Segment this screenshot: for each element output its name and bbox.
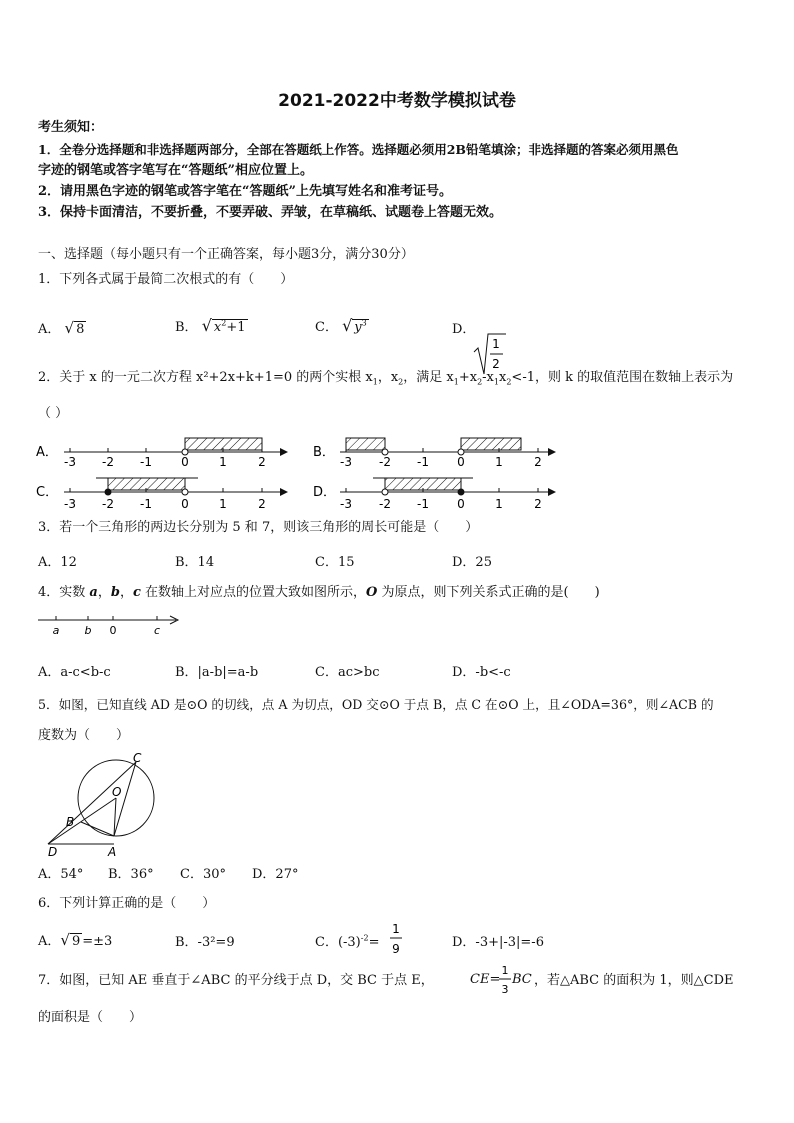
- sqrt-icon: √: [342, 316, 353, 335]
- q4-label-c: c: [153, 624, 161, 637]
- arrow-icon: [280, 488, 288, 496]
- q5-label-c: C: [133, 751, 142, 765]
- tick-label: 0: [457, 497, 465, 511]
- arrow-icon: [548, 488, 556, 496]
- q4-stem-part: ，: [119, 585, 133, 600]
- q4-var: O: [366, 585, 378, 600]
- q2-label-a: A．: [36, 445, 58, 460]
- section-heading: 一、选择题（每小题只有一个正确答案，每小题3分，满分30分）: [38, 247, 414, 262]
- tick-label: -1: [140, 497, 152, 511]
- tick-label: -3: [64, 497, 76, 511]
- q4-label-zero: 0: [109, 624, 117, 637]
- q3-stem: 3．若一个三角形的两边长分别为 5 和 7，则该三角形的周长可能是（ ）: [38, 520, 479, 535]
- q4-stem-part: 在数轴上对应点的位置大致如图所示，: [140, 585, 367, 600]
- tick-label: 2: [258, 497, 266, 511]
- q2-number-lines: [30, 428, 570, 516]
- q1-stem: 1．下列各式属于最简二次根式的有（ ）: [38, 272, 294, 287]
- q5-chord-ca: [114, 762, 136, 836]
- notice-item-1-cont: 字迹的钢笔或答字笔写在“答题纸”相应位置上。: [38, 163, 313, 178]
- q7-stem-tail: ，若△ABC 的面积为 1，则△CDE: [534, 973, 734, 988]
- tick-label: -1: [140, 455, 152, 469]
- q5-option-a: A．54°: [38, 867, 84, 882]
- q1-d-numerator: 1: [492, 337, 500, 351]
- q1-b-radicand: x: [213, 320, 222, 335]
- q6-c-head: C．(-3): [315, 935, 361, 950]
- q7-numerator: 1: [501, 964, 509, 977]
- tick-label: -1: [417, 497, 429, 511]
- tick-label: -3: [64, 455, 76, 469]
- arrow-icon: [548, 448, 556, 456]
- q4-stem-part: 4．实数: [38, 585, 90, 600]
- q6-option-d: D．-3+|-3|=-6: [452, 935, 544, 950]
- tick-label: 0: [181, 455, 189, 469]
- q5-option-b: B．36°: [108, 867, 154, 882]
- q6-option-c: [315, 931, 379, 950]
- tick-label: -1: [417, 455, 429, 469]
- q4-var: b: [110, 585, 120, 600]
- q2-stem-part: ，满足 x: [403, 370, 454, 385]
- q3-option-a: A．12: [38, 555, 77, 570]
- q1-c-radicand: y: [354, 320, 362, 335]
- tick-label: -3: [340, 497, 352, 511]
- q7-ce: CE: [470, 972, 490, 987]
- q5-label-a: A: [108, 845, 117, 858]
- q1-label-c: C．: [315, 320, 338, 335]
- q4-option-c: C．ac>bc: [315, 665, 380, 680]
- q2-stem-part: x: [498, 370, 507, 385]
- q2-sub: 1: [453, 377, 459, 387]
- q2-b-shaded-right: [461, 438, 521, 450]
- q1-label-a: A．: [38, 322, 61, 337]
- q6-option-b: B．-3²=9: [175, 935, 235, 950]
- q3-option-b: B．14: [175, 555, 215, 570]
- tick-label: 1: [219, 455, 227, 469]
- q2-stem-part: <-1，则 k 的取值范围在数轴上表示为: [511, 370, 734, 385]
- q1-option-a: [38, 318, 86, 337]
- q1-a-radicand: 8: [76, 322, 85, 337]
- q4-var: a: [89, 585, 98, 600]
- q1-b-tail: +1: [226, 320, 246, 335]
- q2-label-d: D．: [313, 485, 337, 500]
- q2-stem: [38, 368, 733, 393]
- q2-sub: 2: [506, 377, 512, 387]
- tick-label: 1: [495, 497, 503, 511]
- q2-stem-part: 2．关于 x 的一元二次方程 x²+2x+k+1=0 的两个实根 x: [38, 370, 373, 385]
- q1-b-exponent: 2: [221, 318, 227, 328]
- q5-label-o: O: [112, 785, 122, 799]
- q4-stem-part: ，: [97, 585, 111, 600]
- tick-label: 2: [534, 497, 542, 511]
- q2-stem-part: +x: [458, 370, 478, 385]
- q4-label-a: a: [52, 624, 60, 637]
- q2-stem-part: -x: [482, 370, 494, 385]
- q5-option-c: C．30°: [180, 867, 226, 882]
- q2-sub: 2: [477, 377, 483, 387]
- q6-option-a: [38, 930, 112, 949]
- q6-c-denominator: 9: [392, 942, 400, 956]
- q2-label-c: C．: [36, 485, 59, 500]
- q6-a-radicand: 9: [71, 934, 81, 949]
- q5-label-b: B: [66, 815, 75, 829]
- q7-denominator: 3: [501, 983, 509, 996]
- q5-stem-line2: 度数为（ ）: [38, 728, 130, 743]
- q6-c-numerator: 1: [392, 922, 400, 936]
- q1-option-b: [175, 316, 248, 335]
- q2-d-closed-point: [458, 489, 464, 495]
- q2-d-shaded-region: [385, 478, 461, 490]
- q3-option-d: D．25: [452, 555, 492, 570]
- q4-label-b: b: [84, 624, 92, 637]
- sqrt-icon: √: [201, 316, 212, 335]
- q1-label-d: D．: [452, 322, 476, 337]
- q5-line-do: [48, 798, 116, 844]
- q2-a-shaded-region: [185, 438, 262, 450]
- sqrt-icon: √: [64, 319, 75, 337]
- tick-label: 1: [495, 455, 503, 469]
- q2-b-shaded-left: [346, 438, 385, 450]
- q7-stem: 7．如图，已知 AE 垂直于∠ABC 的平分线于点 D，交 BC 于点 E，: [38, 973, 434, 988]
- q1-c-exponent: 3: [361, 318, 367, 328]
- q4-stem: [38, 583, 600, 603]
- q1-d-denominator: 2: [492, 357, 500, 371]
- notice-item-1: 1．全卷分选择题和非选择题两部分，全部在答题纸上作答。选择题必须用2B铅笔填涂；非选择题的答案必须用黑色: [38, 142, 679, 157]
- tick-label: 1: [219, 497, 227, 511]
- q2-label-b: B．: [313, 445, 335, 460]
- q5-stem-line1: 5．如图，已知直线 AD 是⊙O 的切线，点 A 为切点，OD 交⊙O 于点 B，点 C 在⊙O 上，且∠ODA=36°，则∠ACB 的: [38, 697, 714, 712]
- arrow-icon: [280, 448, 288, 456]
- q5-label-d: D: [48, 845, 58, 858]
- q7-bc: BC: [512, 972, 532, 987]
- q6-label-a: A．: [38, 934, 61, 949]
- q2-sub: 1: [372, 377, 378, 387]
- tick-label: 0: [181, 497, 189, 511]
- notice-heading: 考生须知：: [38, 120, 104, 135]
- q5-option-d: D．27°: [252, 867, 299, 882]
- q5-circle-figure: [38, 750, 168, 858]
- q2-answer-paren: （ ）: [38, 406, 69, 421]
- tick-label: 2: [258, 455, 266, 469]
- q6-stem: 6．下列计算正确的是（ ）: [38, 896, 216, 911]
- tick-label: -2: [379, 455, 391, 469]
- q6-c-fraction: [388, 920, 404, 958]
- tick-label: 2: [534, 455, 542, 469]
- q2-c-closed-point: [105, 489, 111, 495]
- notice-item-3: 3．保持卡面清洁，不要折叠，不要弄破、弄皱，在草稿纸、试题卷上答题无效。: [38, 205, 503, 220]
- tick-label: -3: [340, 455, 352, 469]
- q7-stem-line2: 的面积是（ ）: [38, 1010, 143, 1025]
- q6-c-eq: =: [368, 935, 380, 950]
- q4-option-d: D．-b<-c: [452, 665, 511, 680]
- q7-eq: =: [489, 972, 501, 987]
- tick-label: 0: [457, 455, 465, 469]
- q2-c-open-point: [182, 489, 188, 495]
- q2-sub: 2: [398, 377, 404, 387]
- tick-label: -2: [102, 455, 114, 469]
- notice-item-2: 2．请用黑色字迹的钢笔或答字笔在“答题纸”上先填写姓名和准考证号。: [38, 184, 453, 199]
- q2-c-shaded-region: [108, 478, 185, 490]
- q6-c-exponent: -2: [360, 933, 369, 943]
- q5-chord-ba: [81, 822, 114, 836]
- q3-option-c: C．15: [315, 555, 355, 570]
- q1-option-c: [315, 316, 369, 335]
- q4-option-a: A．a-c<b-c: [38, 665, 111, 680]
- q2-stem-part: ，x: [377, 370, 399, 385]
- q7-fraction: [498, 962, 512, 998]
- q5-line-dc: [48, 762, 136, 844]
- tick-label: -2: [379, 497, 391, 511]
- q4-var: c: [132, 585, 141, 600]
- tick-label: -2: [102, 497, 114, 511]
- sqrt-icon: √: [60, 931, 70, 949]
- page-title: 2021-2022中考数学模拟试卷: [278, 91, 516, 111]
- q2-d-open-point: [382, 489, 388, 495]
- q4-number-line: [36, 610, 186, 640]
- q4-option-b: B．|a-b|=a-b: [175, 665, 259, 680]
- q2-sub: 1: [493, 377, 499, 387]
- q6-a-tail: =±3: [82, 934, 113, 949]
- q1-label-b: B．: [175, 320, 198, 335]
- q4-stem-part: 为原点，则下列关系式正确的是( ): [377, 585, 600, 600]
- q7-ce-expr: [470, 972, 500, 987]
